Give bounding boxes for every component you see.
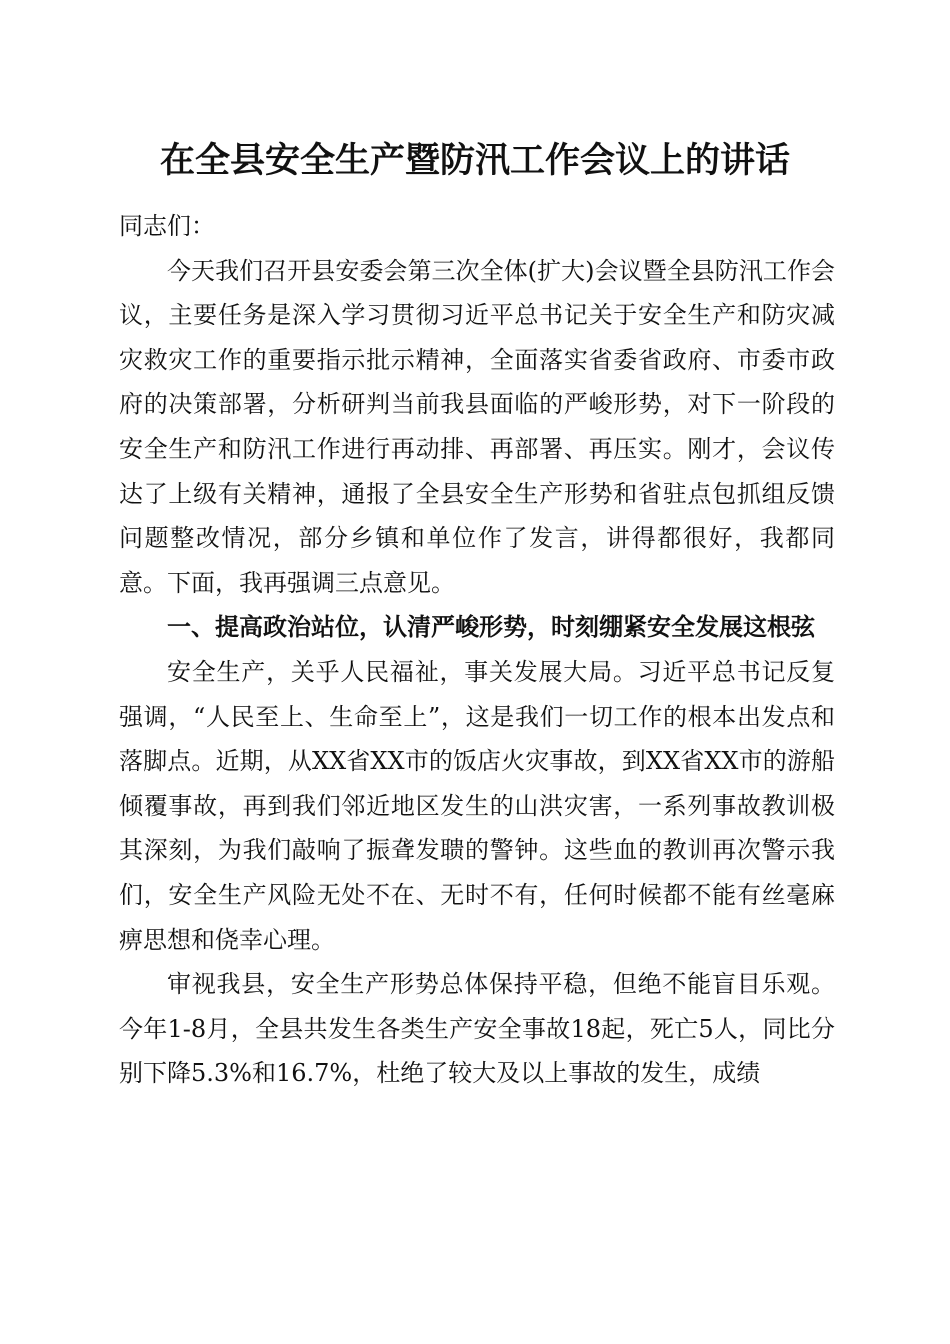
section-heading-1: 一、提高政治站位，认清严峻形势，时刻绷紧安全发展这根弦 [167,613,815,642]
salutation: 同志们： [119,212,215,240]
document-body [119,204,835,1096]
opening-paragraph: 今天我们召开县安委会第三次全体(扩大)会议暨全县防汛工作会议，主要任务是深入学习贯彻习近平总书记关于安全生产和防灾减灾救灾工作的重要指示批示精神，全面落实省委省政府、市委市政府的决策部署，分析研判当前我县面临的严峻形势，对下一阶段的安全生产和防汛工作进行再动排、再部署、再压实。刚才，会议传达了上级有关精神，通报了全县安全生产形势和省驻点包抓组反馈问题整改情况，部分乡镇和单位作了发言，讲得都很好，我都同意。下面，我再强调三点意见。 [119,256,835,597]
section1-paragraph-2: 审视我县，安全生产形势总体保持平稳，但绝不能盲目乐观。今年1-8月，全县共发生各类生产安全事故18起，死亡5人，同比分别下降5.3%和16.7%，杜绝了较大及以上事故的发生，成绩 [119,970,835,1088]
document-title: 在全县安全生产暨防汛工作会议上的讲话 [159,140,790,181]
section1-paragraph-1: 安全生产，关乎人民福祉，事关发展大局。习近平总书记反复强调，“人民至上、生命至上”，这是我们一切工作的根本出发点和落脚点。近期，从XX省XX市的饭店火灾事故，到XX省XX市的游船倾覆事故，再到我们邻近地区发生的山洪灾害，一系列事故教训极其深刻，为我们敲响了振聋发聩的警钟。这些血的教训再次警示我们，安全生产风险无处不在、无时不有，任何时候都不能有丝毫麻痹思想和侥幸心理。 [119,657,835,954]
